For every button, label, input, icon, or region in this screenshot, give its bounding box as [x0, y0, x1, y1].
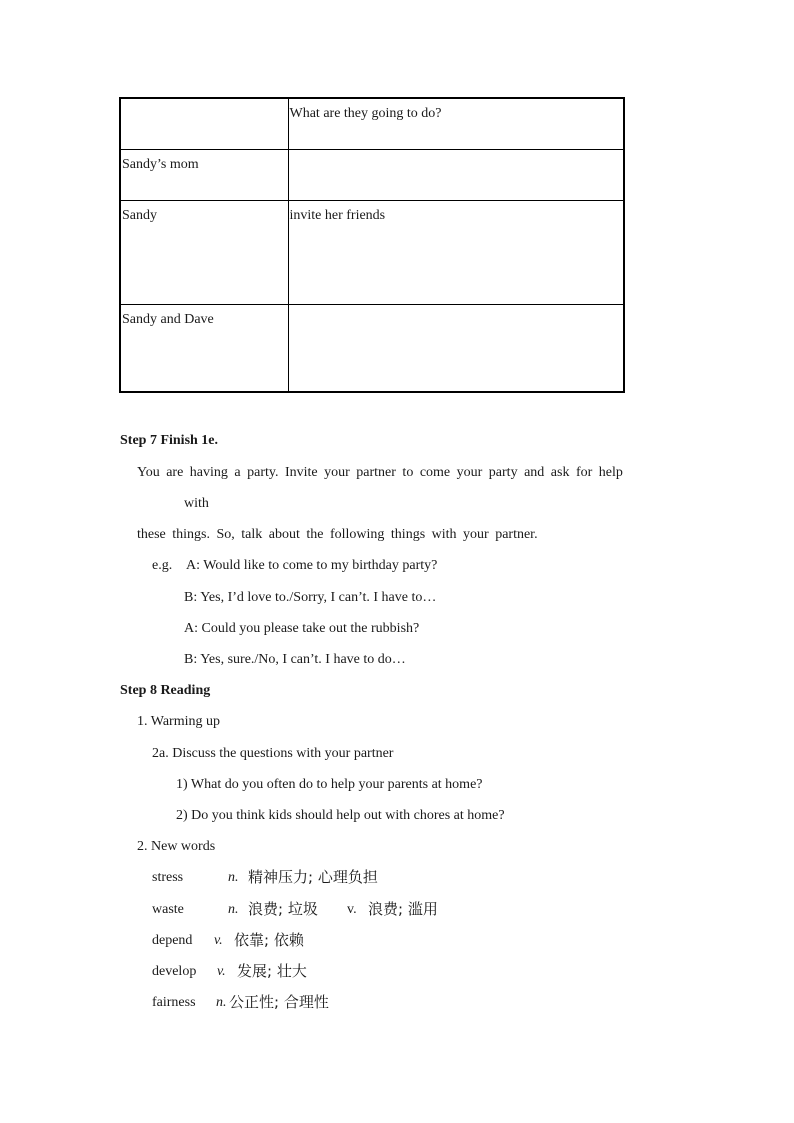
table-cell-who: Sandy and Dave [120, 304, 288, 392]
step8-title: Step 8 Reading [120, 683, 211, 698]
table-row [120, 304, 624, 392]
new-words-title: 2. New words [137, 839, 216, 854]
question: 2) Do you think kids should help out with chores at home? [176, 808, 505, 823]
dialog-line: B: Yes, sure./No, I can’t. I have to do… [184, 652, 406, 667]
vocab-pos: n. [228, 870, 239, 885]
table-header-row [120, 98, 624, 149]
vocab-pos: n. [228, 902, 239, 917]
activity-table [119, 97, 625, 393]
vocab-meaning: 依靠; 依赖 [234, 931, 304, 949]
vocab-meaning: 浪费; 垃圾 [248, 900, 318, 918]
discuss-instruction: 2a. Discuss the questions with your partner [152, 746, 394, 761]
vocab-pos: n. [216, 995, 227, 1010]
vocab-word: fairness [152, 995, 196, 1010]
vocab-meaning: 浪费; 滥用 [368, 900, 438, 918]
table-cell-who: Sandy’s mom [120, 149, 288, 200]
vocab-word: stress [152, 870, 184, 885]
step7-title: Step 7 Finish 1e. [120, 433, 219, 448]
vocab-word: depend [152, 933, 193, 948]
dialog-line: A: Could you please take out the rubbish? [184, 621, 420, 636]
table-cell-do: invite her friends [288, 200, 624, 304]
step7-paragraph: You are having a party. Invite your partner to come your party and ask for help [137, 465, 623, 480]
vocab-word: waste [152, 902, 184, 917]
warming-up: 1. Warming up [137, 714, 220, 729]
dialog-line: B: Yes, I’d love to./Sorry, I can’t. I have to… [184, 590, 437, 605]
table-header-cell: What are they going to do? [288, 98, 624, 149]
step7-paragraph: these things. So, talk about the following things with your partner. [137, 527, 538, 542]
table-cell-do [288, 149, 624, 200]
vocab-pos: v. [214, 933, 223, 948]
vocab-pos: v. [217, 964, 226, 979]
vocab-word: develop [152, 964, 197, 979]
table-row [120, 149, 624, 200]
vocab-meaning: 发展; 壮大 [237, 962, 307, 980]
vocab-meaning: 精神压力; 心理负担 [248, 868, 378, 886]
question: 1) What do you often do to help your parents at home? [176, 777, 483, 792]
step7-paragraph-wrap: with [184, 496, 209, 511]
example-label: e.g. [152, 558, 173, 573]
vocab-meaning: 公正性; 合理性 [229, 993, 329, 1011]
table-cell-do [288, 304, 624, 392]
table-cell [120, 98, 288, 149]
table-cell-who: Sandy [120, 200, 288, 304]
dialog-line: A: Would like to come to my birthday party? [186, 558, 438, 573]
table-row [120, 200, 624, 304]
vocab-pos: v. [347, 902, 357, 917]
